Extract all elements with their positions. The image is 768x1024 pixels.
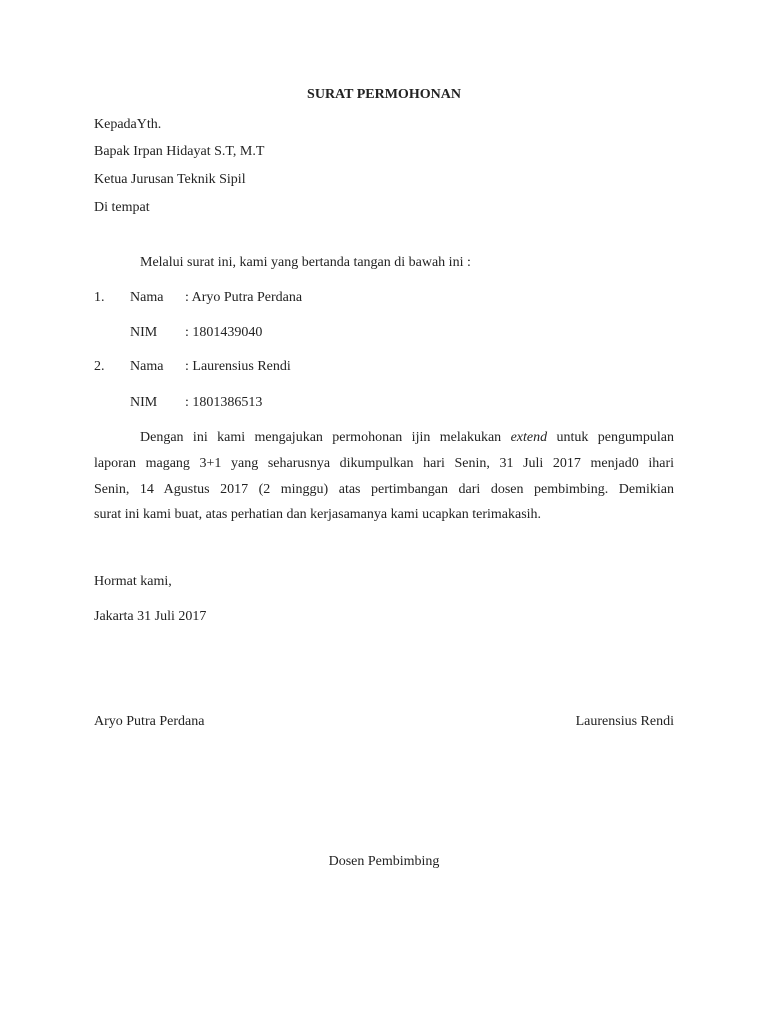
body-line-1	[140, 431, 674, 447]
body-line-4: surat ini kami buat, atas perhatian dan kerjasamanya kami ucapkan terimakasih.	[94, 507, 542, 522]
body-line-3: Senin, 14 Agustus 2017 (2 minggu) atas pertimbangan dari dosen pembimbing. Demikian	[94, 482, 674, 497]
place-date: Jakarta 31 Juli 2017	[94, 609, 207, 624]
person-2-nim-label: NIM	[130, 395, 158, 410]
advisor-label: Dosen Pembimbing	[328, 854, 440, 869]
body-line-1-after: untuk pengumpulan	[547, 430, 674, 445]
recipient-line-3: Ketua Jurusan Teknik Sipil	[94, 172, 246, 187]
person-1-name-label: Nama	[130, 290, 164, 305]
person-1-name-value: : Aryo Putra Perdana	[185, 290, 303, 305]
person-2-name-label: Nama	[130, 359, 164, 374]
person-2-number: 2.	[94, 359, 105, 374]
closing-text: Hormat kami,	[94, 574, 172, 589]
person-1-nim-value: : 1801439040	[185, 325, 263, 340]
body-line-1-before: Dengan ini kami mengajukan permohonan ijin melakukan	[140, 430, 511, 445]
recipient-line-1: KepadaYth.	[94, 117, 162, 132]
person-2-nim-value: : 1801386513	[185, 395, 263, 410]
person-2-name-value: : Laurensius Rendi	[185, 359, 291, 374]
recipient-line-2: Bapak Irpan Hidayat S.T, M.T	[94, 144, 265, 159]
body-line-1-italic: extend	[510, 430, 548, 445]
signatory-right: Laurensius Rendi	[575, 714, 674, 729]
intro-text: Melalui surat ini, kami yang bertanda tangan di bawah ini :	[140, 255, 471, 270]
body-line-2: laporan magang 3+1 yang seharusnya dikumpulkan hari Senin, 31 Juli 2017 menjad0 ihari	[94, 456, 674, 471]
signatory-left: Aryo Putra Perdana	[94, 714, 205, 729]
letter-title: SURAT PERMOHONAN	[307, 87, 461, 102]
person-1-number: 1.	[94, 290, 105, 305]
person-1-nim-label: NIM	[130, 325, 158, 340]
recipient-line-4: Di tempat	[94, 200, 150, 215]
